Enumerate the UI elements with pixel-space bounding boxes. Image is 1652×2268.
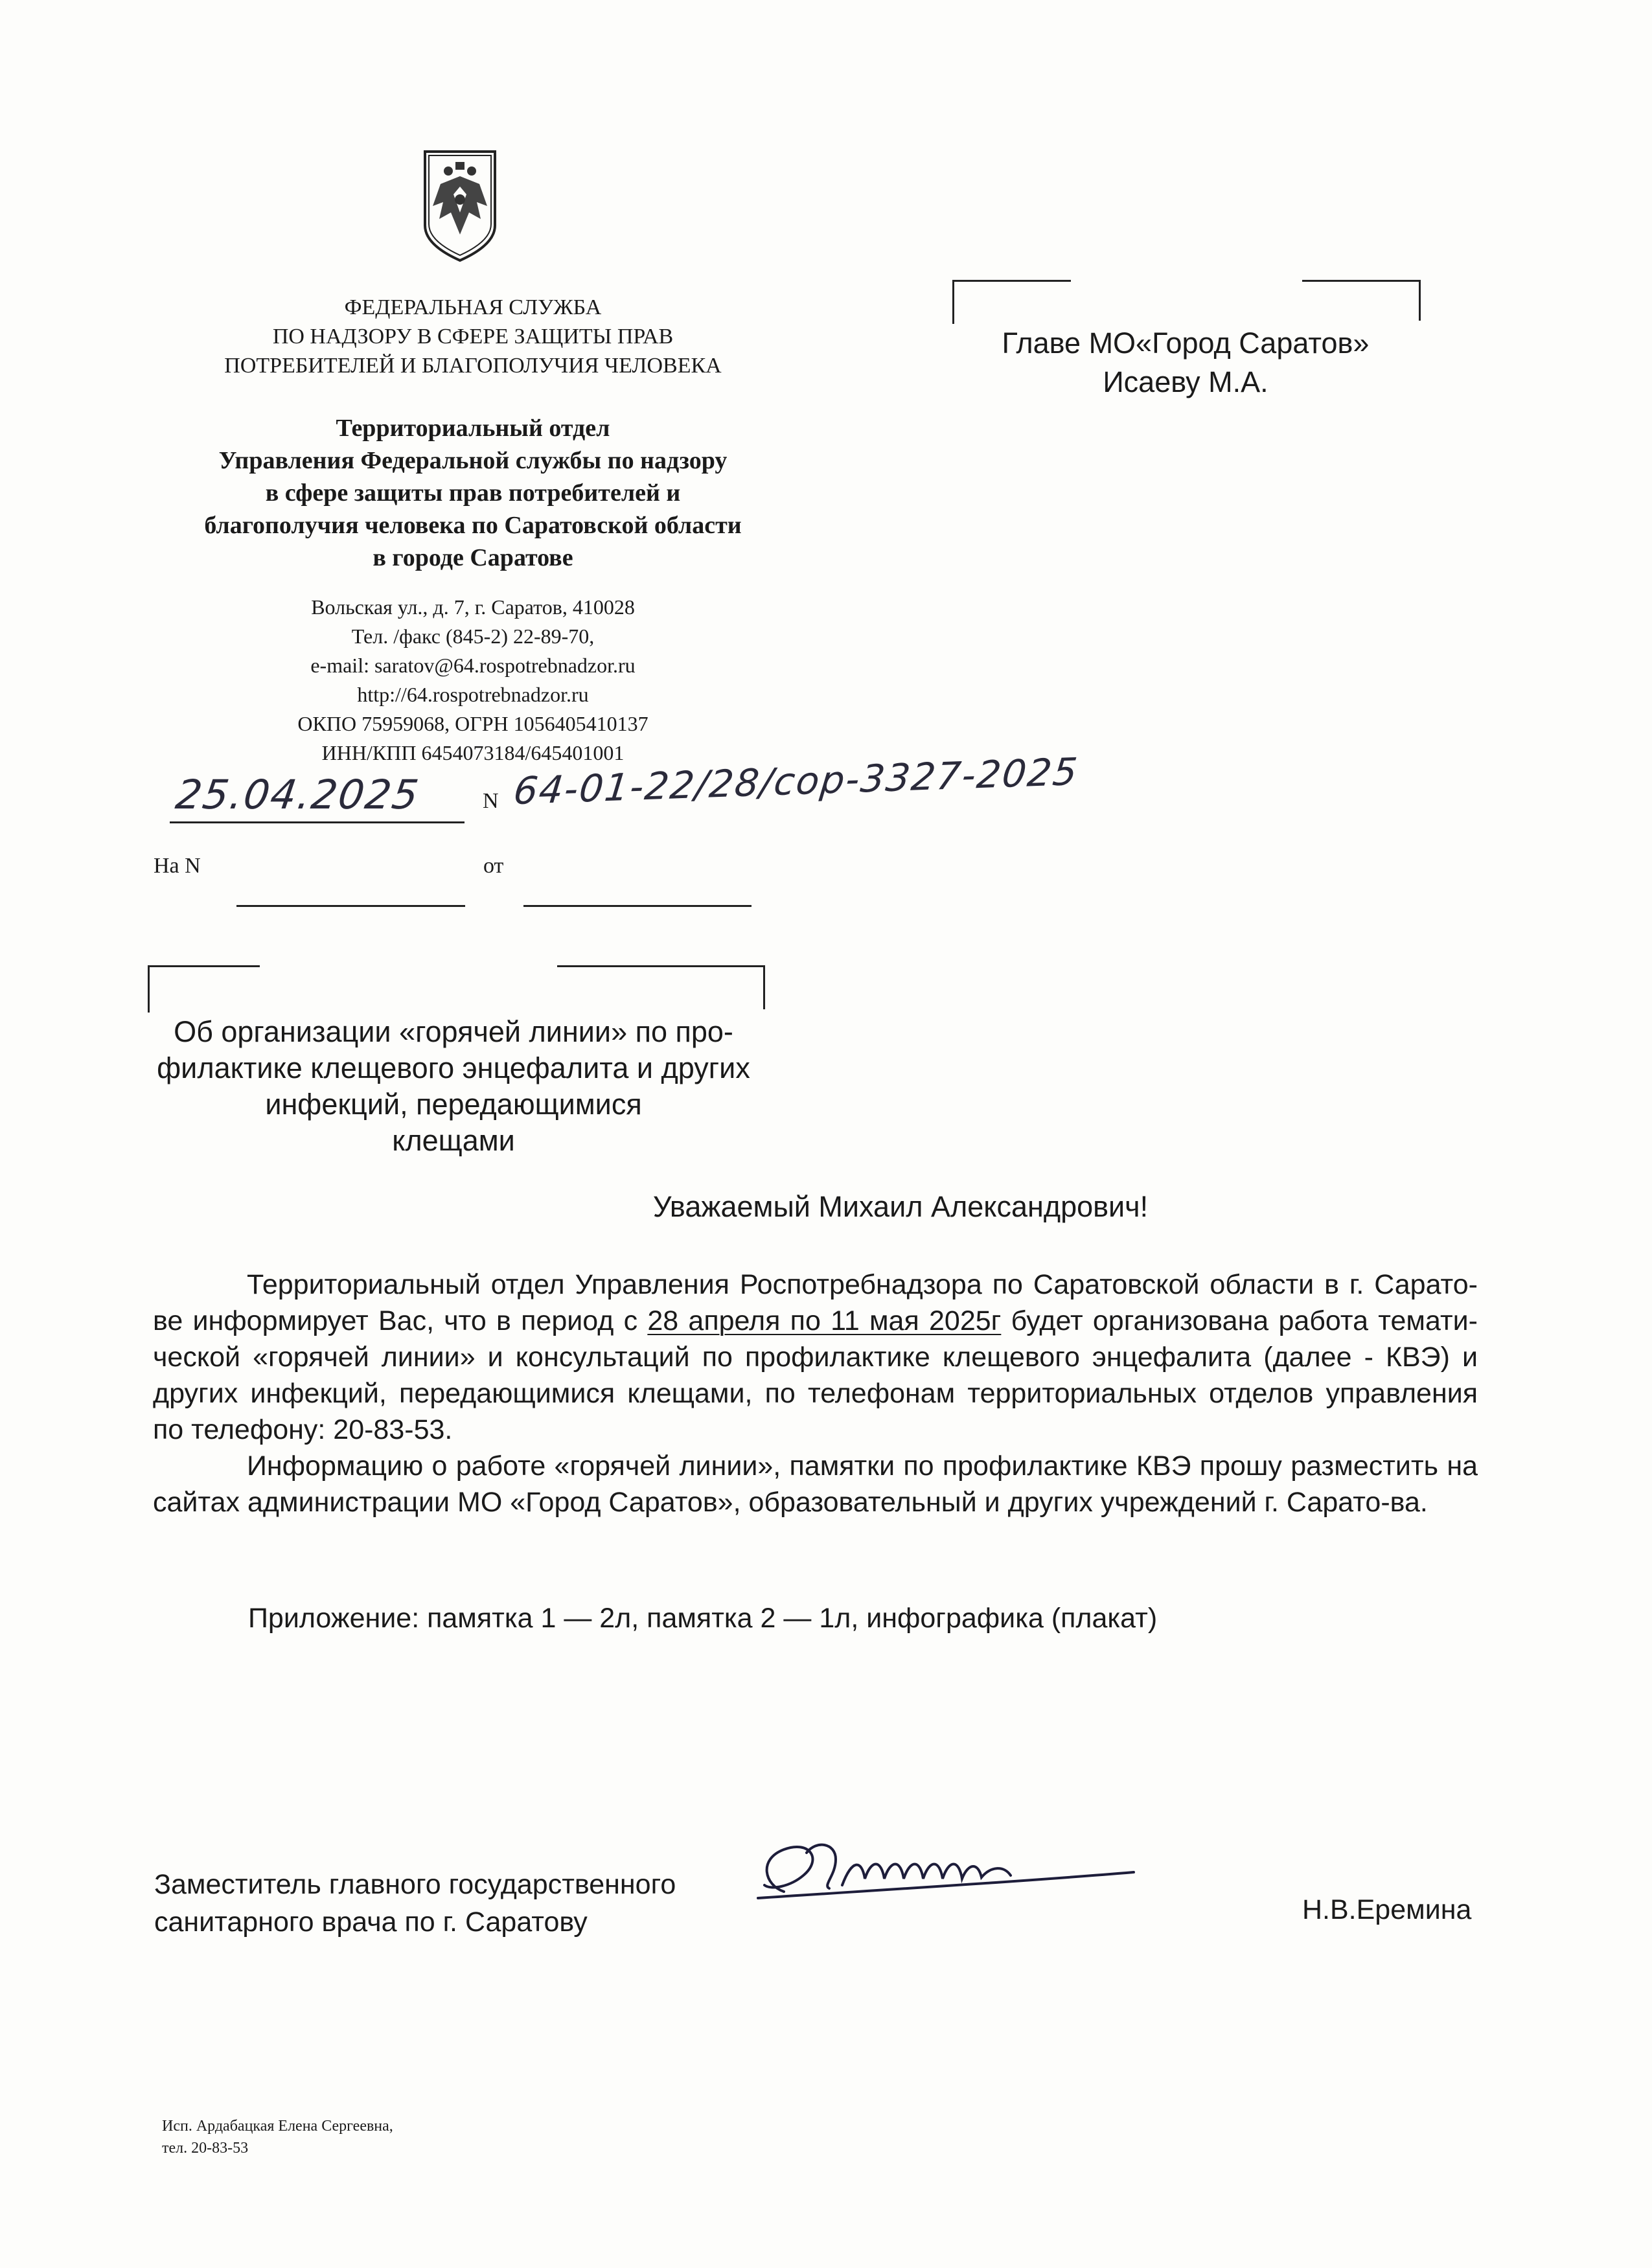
date-underline bbox=[170, 821, 465, 823]
department-name: Территориальный отдел Управления Федеральной службы по надзору в сфере защиты прав потребителей и благополучия человека по Саратовской области в городе Саратове bbox=[204, 415, 742, 571]
handwritten-signature bbox=[745, 1814, 1147, 1918]
contact-block bbox=[214, 593, 732, 768]
reply-to-label: На N bbox=[154, 854, 201, 878]
registration-number: 64-01-22/28/сор-3327-2025 bbox=[511, 749, 1081, 814]
body-paragraph-1: Территориальный отдел Управления Роспотребнадзора по Саратовской области в г. Сарато-ве информирует Вас, что в период с 28 апреля по 11 мая 2025г будет организована работа темати-ческой «горячей линии» и консультаций по профилактике клещевого энцефалита (далее - КВЭ) и других инфекций, передающимися клещами, по телефонам территориальных отделов управления по телефону: 20-83-53. bbox=[153, 1269, 1478, 1445]
reply-number-line bbox=[236, 905, 465, 907]
registration-date: 25.04.2025 bbox=[172, 771, 423, 818]
executor-phone: тел. 20-83-53 bbox=[162, 2140, 249, 2157]
letter-body bbox=[153, 1266, 1478, 1520]
addressee-corner-right bbox=[1302, 280, 1421, 321]
subject-corner-left bbox=[148, 965, 260, 1013]
addressee bbox=[933, 324, 1438, 402]
inn-kpp: ИНН/КПП 6454073184/645401001 bbox=[321, 741, 625, 764]
addressee-name: Исаеву М.А. bbox=[1103, 365, 1268, 398]
number-label: N bbox=[483, 789, 499, 813]
okpo-ogrn: ОКПО 75959068, ОГРН 1056405410137 bbox=[297, 712, 648, 735]
hotline-period: 28 апреля по 11 мая 2025г bbox=[647, 1305, 1002, 1336]
address: Вольская ул., д. 7, г. Саратов, 410028 bbox=[311, 595, 635, 619]
reply-from-label: от bbox=[483, 854, 504, 878]
addressee-position: Главе МО«Город Саратов» bbox=[1002, 326, 1370, 360]
coat-of-arms-emblem bbox=[421, 148, 499, 264]
executor-name: Исп. Ардабацкая Елена Сергеевна, bbox=[162, 2118, 393, 2135]
addressee-corner-left bbox=[952, 280, 1071, 324]
signatory-name: Н.В.Еремина bbox=[1302, 1894, 1472, 1925]
website: http://64.rospotrebnadzor.ru bbox=[357, 683, 589, 706]
executor-info bbox=[162, 2115, 393, 2159]
letter-subject: Об организации «горячей линии» по про- филактике клещевого энцефалита и других инфекций, передающимися клещами bbox=[157, 1015, 750, 1157]
salutation: Уважаемый Михаил Александрович! bbox=[652, 1190, 1149, 1223]
email: e-mail: saratov@64.rospotrebnadzor.ru bbox=[310, 654, 636, 677]
body-paragraph-2: Информацию о работе «горячей линии», памятки по профилактике КВЭ прошу разместить на сайтах администрации МО «Город Саратов», образовательный и других учреждений г. Сарато-ва. bbox=[153, 1450, 1478, 1518]
signatory-title: Заместитель главного государственного санитарного врача по г. Саратову bbox=[154, 1869, 676, 1938]
service-name: ФЕДЕРАЛЬНАЯ СЛУЖБА ПО НАДЗОРУ В СФЕРЕ ЗАЩИТЫ ПРАВ ПОТРЕБИТЕЛЕЙ И БЛАГОПОЛУЧИЯ ЧЕЛОВЕКА bbox=[224, 295, 722, 378]
subject-corner-right bbox=[557, 965, 765, 1009]
reply-date-line bbox=[523, 905, 751, 907]
attachment-list: Приложение: памятка 1 — 2л, памятка 2 — 1л, инфографика (плакат) bbox=[248, 1603, 1158, 1634]
phone-fax: Тел. /факс (845-2) 22-89-70, bbox=[351, 624, 595, 648]
